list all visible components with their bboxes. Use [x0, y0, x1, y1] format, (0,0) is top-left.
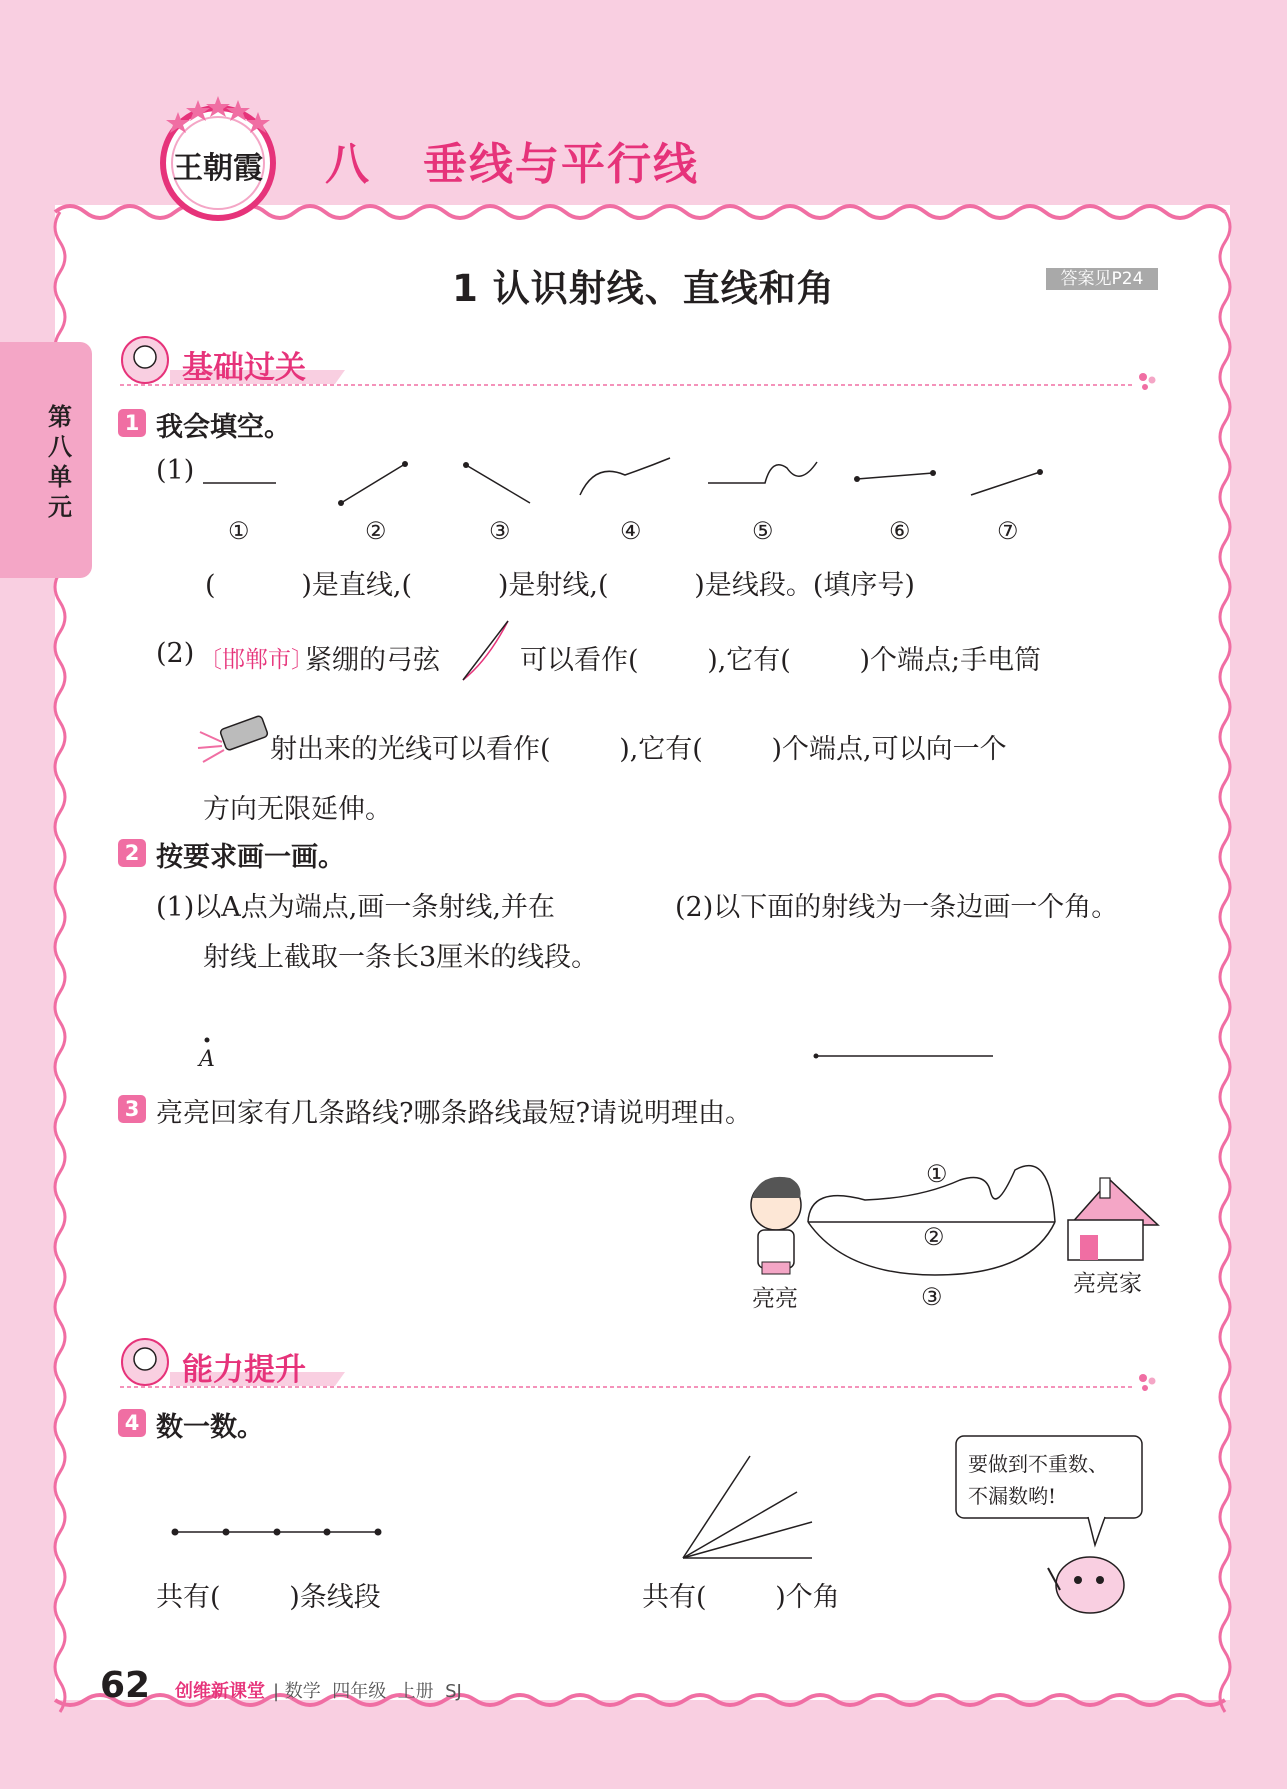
figure-label-7: ⑦	[997, 517, 1019, 545]
footer-brand: 创维新课堂	[175, 1681, 265, 1702]
boy-figure	[751, 1177, 801, 1274]
route-label-2: ②	[923, 1223, 945, 1251]
question-number-3: 3	[118, 1095, 146, 1123]
question-3-text: 亮亮回家有几条路线?哪条路线最短?请说明理由。	[156, 1098, 752, 1129]
section-title-advanced: 能力提升	[182, 1352, 306, 1388]
q4-angles	[683, 1456, 812, 1558]
q1-sub1-answer: ( )是直线,( )是射线,( )是线段。(填序号)	[205, 570, 915, 601]
question-number-1: 1	[118, 409, 146, 437]
right-wave-border	[1220, 212, 1230, 1712]
q4-answer-segments: 共有( )条线段	[156, 1582, 381, 1613]
section-title-basic: 基础过关	[182, 350, 306, 386]
q1-sub2-line1a: 紧绷的弓弦	[305, 645, 440, 676]
page-number: 62	[100, 1665, 151, 1706]
q1-sub2-line3: 方向无限延伸。	[203, 794, 392, 825]
q2-sub2: (2)以下面的射线为一条边画一个角。	[675, 892, 1119, 923]
question-1-text: 我会填空。	[156, 412, 291, 443]
side-tab-label: 第八单元	[48, 403, 72, 521]
figure-label-5: ⑤	[752, 517, 774, 545]
q1-sub2-line2: 射出来的光线可以看作( ),它有( )个端点,可以向一个	[270, 734, 1007, 765]
figure-7-ray	[971, 472, 1040, 495]
q4-segments	[172, 1529, 382, 1536]
figure-label-4: ④	[620, 517, 642, 545]
figure-5-curve	[708, 462, 817, 483]
house-figure	[1068, 1178, 1158, 1260]
point-a-label: A	[199, 1047, 215, 1072]
answer-reference-badge: 答案见P24	[1046, 268, 1158, 290]
figure-3-ray	[466, 465, 530, 503]
q4-answer-angles: 共有( )个角	[642, 1582, 840, 1613]
figure-4-curve	[580, 458, 670, 495]
bubble-line-1: 要做到不重数、	[968, 1452, 1108, 1476]
figure-2-ray	[341, 464, 405, 503]
point-a	[205, 1038, 210, 1043]
question-4-text: 数一数。	[156, 1412, 264, 1443]
end-label: 亮亮家	[1073, 1271, 1142, 1297]
q1-sub1-prefix: (1)	[156, 455, 195, 486]
route-label-1: ①	[926, 1160, 948, 1188]
route-label-3: ③	[921, 1283, 943, 1311]
figure-label-2: ②	[365, 517, 387, 545]
logo-text: 王朝霞	[173, 151, 263, 186]
figure-label-6: ⑥	[889, 517, 911, 545]
region-tag: 〔邯郸市〕	[199, 647, 314, 673]
footer-info: | 数学 四年级 上册 SJ	[273, 1681, 462, 1702]
question-2-text: 按要求画一画。	[156, 842, 345, 873]
q1-figures	[203, 458, 1040, 503]
lesson-title: 1 认识射线、直线和角	[452, 267, 835, 310]
mascot-figure	[1048, 1557, 1124, 1613]
q2-sub1-line1: (1)以A点为端点,画一条射线,并在	[156, 892, 555, 923]
q1-sub2-line1b: 可以看作( ),它有( )个端点;手电筒	[520, 645, 1042, 676]
chapter-title: 八 垂线与平行线	[325, 139, 699, 190]
figure-label-1: ①	[228, 517, 250, 545]
question-number-4: 4	[118, 1409, 146, 1437]
flashlight-icon	[198, 715, 268, 762]
q2-sub1-line2: 射线上截取一条长3厘米的线段。	[203, 942, 599, 973]
q1-sub2-prefix: (2)	[156, 638, 195, 669]
bubble-line-2: 不漏数哟!	[968, 1484, 1057, 1508]
figure-6-segment	[857, 473, 933, 479]
bow-icon	[463, 621, 508, 680]
question-number-2: 2	[118, 839, 146, 867]
figure-label-3: ③	[489, 517, 511, 545]
start-label: 亮亮	[752, 1286, 798, 1312]
